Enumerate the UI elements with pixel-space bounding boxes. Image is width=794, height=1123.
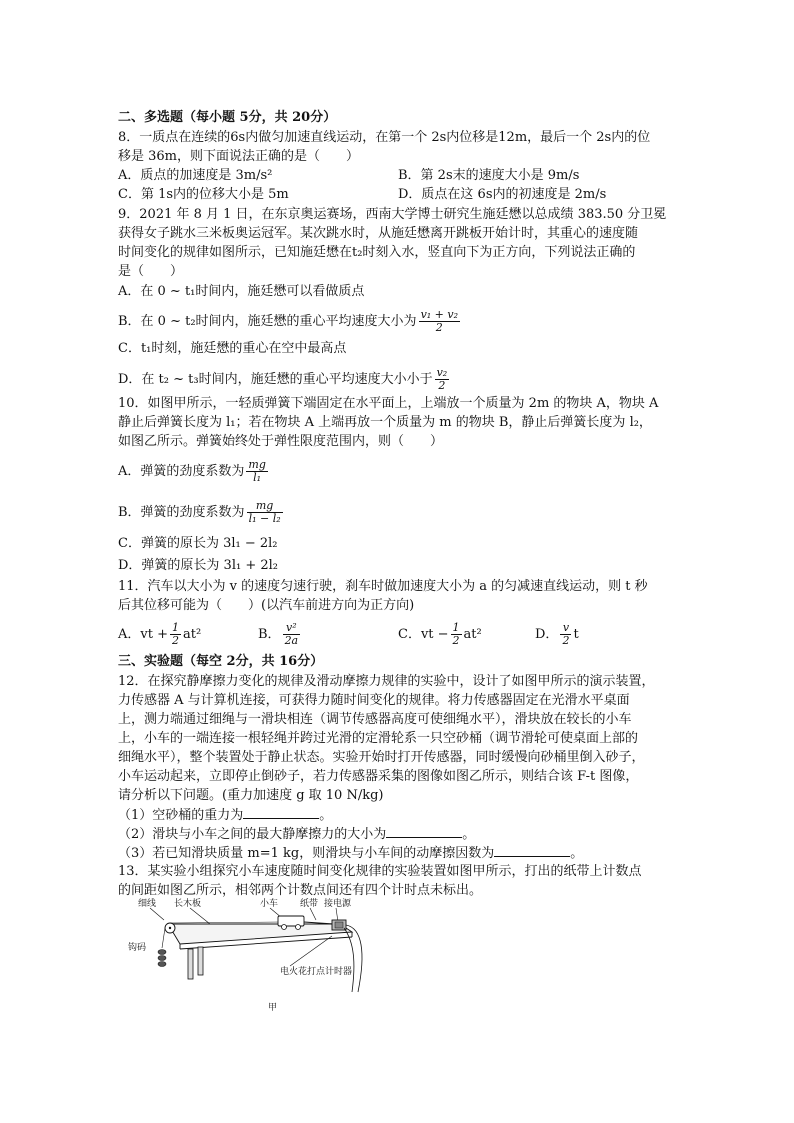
- q10-option-a-text: A．弹簧的劲度系数为: [118, 464, 245, 479]
- leader-line: [310, 908, 316, 920]
- q9-option-b-text: B．在 0 ~ t₂时间内，施廷懋的重心平均速度大小为: [118, 314, 417, 329]
- q12-subquestion-1-text: （1）空砂桶的重力为: [118, 808, 244, 823]
- q10-stem-line: 10．如图甲所示，一轻质弹簧下端固定在水平面上，上端放一个质量为 2m 的物块 A，物块 A: [118, 396, 659, 411]
- fraction-numerator: v₁ + v₂: [420, 308, 459, 321]
- fraction-numerator: 1: [171, 621, 179, 634]
- label-tape: 纸带: [300, 899, 319, 909]
- q9-option-b: [118, 309, 462, 334]
- q8-option-a: A．质点的加速度是 3m/s²: [118, 168, 273, 183]
- q10-option-c: C．弹簧的原长为 3l₁ − 2l₂: [118, 536, 278, 551]
- q9-option-d-text: D．在 t₂ ~ t₃时间内，施廷懋的重心平均速度大小小于: [118, 372, 433, 387]
- q11-option-c: [398, 622, 482, 647]
- q9-option-d: [118, 367, 451, 392]
- fraction-numerator: mg: [248, 458, 266, 471]
- section-experiment-title: 三、实验题（每空 2分，共 16分）: [118, 654, 324, 669]
- q12-subquestion-2-text: （2）滑块与小车之间的最大静摩擦力的大小为: [118, 827, 387, 842]
- string: [162, 928, 165, 948]
- q12-stem-line: 12．在探究静摩擦力变化的规律及滑动摩擦力规律的实验中，设计了如图甲所示的演示装置，: [118, 674, 655, 689]
- q9-option-a: A．在 0 ~ t₁时间内，施廷懋可以看做质点: [118, 284, 365, 299]
- table-leg: [198, 947, 203, 975]
- label-weight: 钩码: [128, 943, 147, 953]
- q11-option-b: [258, 622, 302, 647]
- q11-option-a-suffix: at²: [182, 627, 202, 642]
- fraction-numerator: mg: [247, 500, 283, 513]
- label-cart: 小车: [260, 899, 279, 909]
- q12-subquestion-1: [118, 806, 332, 825]
- q11-option-c-suffix: at²: [463, 627, 482, 642]
- fraction-denominator: l₁: [253, 471, 262, 484]
- q9-stem-line: 是（ ）: [118, 264, 184, 279]
- q12-stem-line: 请分析以下问题。(重力加速度 g 取 10 N/kg): [118, 788, 384, 803]
- q8-option-d: D．质点在这 6s内的初速度是 2m/s: [398, 187, 607, 202]
- label-string: 细线: [138, 899, 157, 909]
- fraction-denominator: 2a: [284, 634, 299, 647]
- q9-option-b-fraction: [419, 309, 460, 334]
- label-timer: 电火花打点计时器: [280, 967, 353, 977]
- q11-option-a-fraction: [170, 622, 181, 647]
- q9-option-d-fraction: [435, 367, 450, 392]
- q11-option-d: [535, 622, 579, 647]
- q11-stem-line: 后其位移可能为（ ）(以汽车前进方向为正方向): [118, 598, 415, 613]
- answer-blank[interactable]: [243, 806, 319, 819]
- fraction-numerator: 1: [452, 621, 460, 634]
- q11-option-d-suffix: t: [573, 627, 579, 642]
- fraction-denominator: 2: [452, 634, 460, 647]
- q13-stem-line: 的间距如图乙所示，相邻两个计数点间还有四个计时点未标出。: [118, 883, 483, 898]
- q11-option-a-text: A．vt +: [118, 627, 168, 642]
- cart-wheel: [282, 925, 287, 930]
- q12-stem-line: 上，测力端通过细绳与一滑块相连（调节传感器高度可使细绳水平），滑块放在较长的小车: [118, 712, 632, 727]
- q11-option-c-text: C．vt −: [398, 627, 449, 642]
- figure-caption: 甲: [268, 1003, 278, 1013]
- fraction-numerator: v₂: [436, 366, 448, 379]
- q11-option-d-text: D．: [535, 627, 559, 642]
- leader-line: [190, 908, 210, 924]
- q8-option-c: C．第 1s内的位移大小是 5m: [118, 187, 289, 202]
- fraction-denominator: 2: [438, 379, 446, 392]
- q12-stem-line: 细绳水平），整个装置处于静止状态。实验开始时打开传感器，同时缓慢向砂桶里倒入砂子，: [118, 750, 645, 765]
- cart: [278, 916, 304, 926]
- q10-option-b-text: B．弹簧的劲度系数为: [118, 505, 245, 520]
- q10-option-a: [118, 459, 270, 484]
- q10-stem-line: 如图乙所示。弹簧始终处于弹性限度范围内，则（ ）: [118, 434, 444, 449]
- table-leg: [188, 949, 193, 979]
- fraction-denominator: 2: [562, 634, 570, 647]
- q9-stem-line: 时间变化的规律如图所示，已知施廷懋在t₂时刻入水，竖直向下为正方向，下列说法正确的: [118, 245, 636, 260]
- long-board: [168, 924, 352, 944]
- q12-stem-line: 上，小车的一端连接一根轻绳并跨过光滑的定滑轮系一只空砂桶（调节滑轮可使桌面上部的: [118, 731, 639, 746]
- q12-subquestion-3: [118, 844, 583, 863]
- q12-stem-line: 力传感器 A 与计算机连接，可获得力随时间变化的规律。将力传感器固定在光滑水平桌面: [118, 693, 630, 708]
- q11-stem-line: 11．汽车以大小为 v 的速度匀速行驶，刹车时做加速度大小为 a 的匀减速直线运动，则 t 秒: [118, 579, 648, 594]
- label-power: 接电源: [324, 899, 352, 909]
- q10-option-b: [118, 500, 285, 525]
- label-board: 长木板: [174, 899, 202, 909]
- q13-stem-line: 13．某实验小组探究小车速度随时间变化规律的实验装置如图甲所示，打出的纸带上计数点: [118, 864, 642, 879]
- q10-option-a-fraction: [246, 459, 267, 484]
- fraction-numerator: v: [560, 622, 571, 635]
- fraction-numerator: v²: [283, 622, 301, 635]
- hook-weight: [158, 962, 166, 967]
- q8-stem-line: 移是 36m，则下面说法正确的是（ ）: [118, 149, 360, 164]
- section-multi-choice-title: 二、多选题（每小题 5分，共 20分）: [118, 110, 337, 125]
- q12-subquestion-3-text: （3）若已知滑块质量 m=1 kg，则滑块与小车间的动摩擦因数为: [118, 846, 495, 861]
- answer-blank[interactable]: [494, 844, 570, 857]
- q9-stem-line: 9．2021 年 8 月 1 日，在东京奥运赛场，西南大学博士研究生施廷懋以总成绩 383.50 分卫冕: [118, 207, 667, 222]
- leader-line: [150, 908, 164, 920]
- hook-weight: [158, 950, 166, 955]
- q8-option-b: B．第 2s末的速度大小是 9m/s: [398, 168, 580, 183]
- period: 。: [570, 846, 584, 861]
- q10-stem-line: 静止后弹簧长度为 l₁；若在物块 A 上端再放一个质量为 m 的物块 B，静止后弹簧长度为 l₂，: [118, 415, 652, 430]
- q11-option-b-fraction: [283, 622, 301, 647]
- q12-stem-line: 小车运动起来，立即停止倒砂子，若力传感器采集的图像如图乙所示，则结合该 F-t 图像，: [118, 769, 639, 784]
- cart-wheel: [296, 925, 301, 930]
- fraction-denominator: 2: [435, 321, 443, 334]
- period: 。: [462, 827, 476, 842]
- pulley-axle: [169, 927, 171, 929]
- q8-stem-line: 8．一质点在连续的6s内做匀加速直线运动，在第一个 2s内位移是12m，最后一个 2s内的位: [118, 130, 651, 145]
- q11-option-d-fraction: [560, 622, 571, 647]
- q9-stem-line: 获得女子跳水三米板奥运冠军。某次跳水时，从施廷懋离开跳板开始计时，其重心的速度随: [118, 226, 639, 241]
- q11-option-b-text: B．: [258, 627, 281, 642]
- q12-subquestion-2: [118, 825, 475, 844]
- spark-timer-face: [335, 922, 343, 928]
- q10-option-d: D．弹簧的原长为 3l₁ + 2l₂: [118, 558, 278, 573]
- q11-option-c-fraction: [451, 622, 462, 647]
- q9-option-c: C．t₁时刻，施廷懋的重心在空中最高点: [118, 341, 347, 356]
- q10-option-b-fraction: [247, 500, 283, 525]
- fraction-denominator: l₁ − l₂: [248, 512, 281, 525]
- answer-blank[interactable]: [386, 825, 462, 838]
- period: 。: [319, 808, 333, 823]
- hook-weight: [158, 956, 166, 961]
- q11-option-a: [118, 622, 201, 647]
- apparatus-figure: [128, 892, 380, 1017]
- string: [170, 922, 282, 923]
- fraction-denominator: 2: [171, 634, 179, 647]
